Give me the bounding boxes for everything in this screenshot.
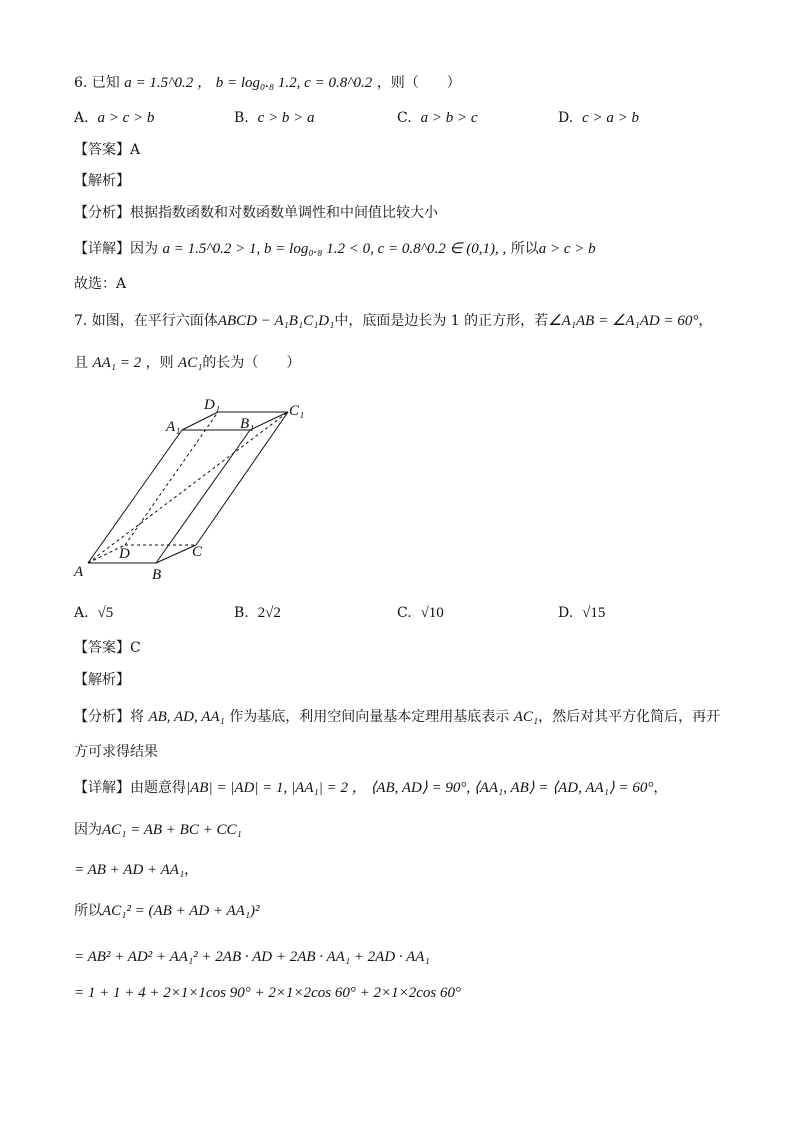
label-a: A [74, 564, 84, 580]
xiangjie-tag: 【详解】 [74, 241, 130, 257]
q6-option-b: B. c > b > a [234, 110, 315, 126]
edge-bb1 [156, 430, 250, 563]
q7-stem-line1: 7. 如图，在平行六面体ABCD − A₁B₁C₁D₁中，底面是边长为 1 的正方形，若∠A₁AB = ∠A₁AD = 60°， [74, 313, 713, 329]
q6-stem-suffix: ，则（ ） [376, 75, 461, 91]
label-a1: A₁ [166, 419, 181, 435]
label-c: C [192, 544, 203, 560]
label-c1: C₁ [289, 403, 305, 419]
q6-jiexi [74, 170, 130, 192]
q7-option-c: C. √10 [397, 605, 444, 621]
q7-xiangjie: 【详解】由题意得|AB| = |AD| = 1, |AA₁| = 2 ， ⟨AB, AD⟩ = 90°, ⟨AA₁, AB⟩ = ⟨AD, AA₁⟩ = 60°， [74, 780, 668, 796]
label-d: D [119, 546, 130, 562]
q7-step4: = AB² + AD² + AA₁² + 2AB · AD + 2AB · AA₁ + 2AD · AA₁ [74, 949, 430, 965]
q6-xiangjie: 【详解】因为 a = 1.5^0.2 > 1, b = log₀.₈ 1.2 < 0, c = 0.8^0.2 ∈ (0,1), , 所以a > c > b [74, 241, 596, 257]
q6-fenxi [74, 202, 438, 224]
q6-guxuan: 故选：A [74, 276, 127, 292]
edge-aa1 [88, 430, 182, 563]
q6-stem-prefix: 6. 已知 [74, 75, 120, 91]
fenxi-text: 根据指数函数和对数函数单调性和中间值比较大小 [130, 205, 438, 221]
label-b1: B₁ [240, 416, 255, 432]
q7-step3: 所以AC₁² = (AB + AD + AA₁)² [74, 903, 260, 919]
q6-answer [74, 139, 140, 161]
q7-step1: 因为AC₁ = AB + BC + CC₁ [74, 822, 242, 838]
parallelepiped-figure [70, 388, 320, 588]
q6-stem [74, 72, 461, 94]
q6-stem-math: a = 1.5^0.2 ， b = log₀.₈ 1.2, c = 0.8^0.2 [124, 75, 373, 91]
q6-option-c: C. a > b > c [397, 110, 478, 126]
label-d1: D₁ [204, 397, 221, 413]
parallelepiped-diagram [70, 388, 320, 588]
q7-option-a: A. √5 [74, 605, 114, 621]
fenxi-tag: 【分析】 [74, 205, 130, 221]
xiangjie-math: a = 1.5^0.2 > 1, b = log₀.₈ 1.2 < 0, c = 0.8^0.2 ∈ (0,1), , [162, 241, 507, 257]
q6-option-a: A. a > c > b [74, 110, 155, 126]
q7-step2: = AB + AD + AA₁， [74, 862, 199, 878]
answer-tag: 【答案】 [74, 142, 130, 158]
q7-fenxi-line1: 【分析】将 AB, AD, AA₁ 作为基底，利用空间向量基本定理用基底表示 AC₁，然后对其平方化简后，再开 [74, 709, 721, 725]
jiexi-tag: 【解析】 [74, 173, 130, 189]
q7-step5: = 1 + 1 + 4 + 2×1×1cos 90° + 2×1×2cos 60° + 2×1×2cos 60° [74, 985, 461, 1001]
diagonal-ac1 [88, 412, 288, 563]
q7-fenxi-line2: 方可求得结果 [74, 744, 158, 760]
q7-option-b: B. 2√2 [234, 605, 281, 621]
q7-stem-line2: 且 AA₁ = 2 ，则 AC₁的长为（ ） [74, 355, 301, 371]
label-b: B [152, 567, 162, 583]
answer-value: A [130, 142, 141, 158]
q7-jiexi: 【解析】 [74, 672, 130, 688]
q7-option-d: D. √15 [558, 605, 606, 621]
edge-d1a1 [182, 412, 218, 430]
q7-answer: 【答案】C [74, 640, 141, 656]
q6-option-d: D. c > a > b [558, 110, 639, 126]
